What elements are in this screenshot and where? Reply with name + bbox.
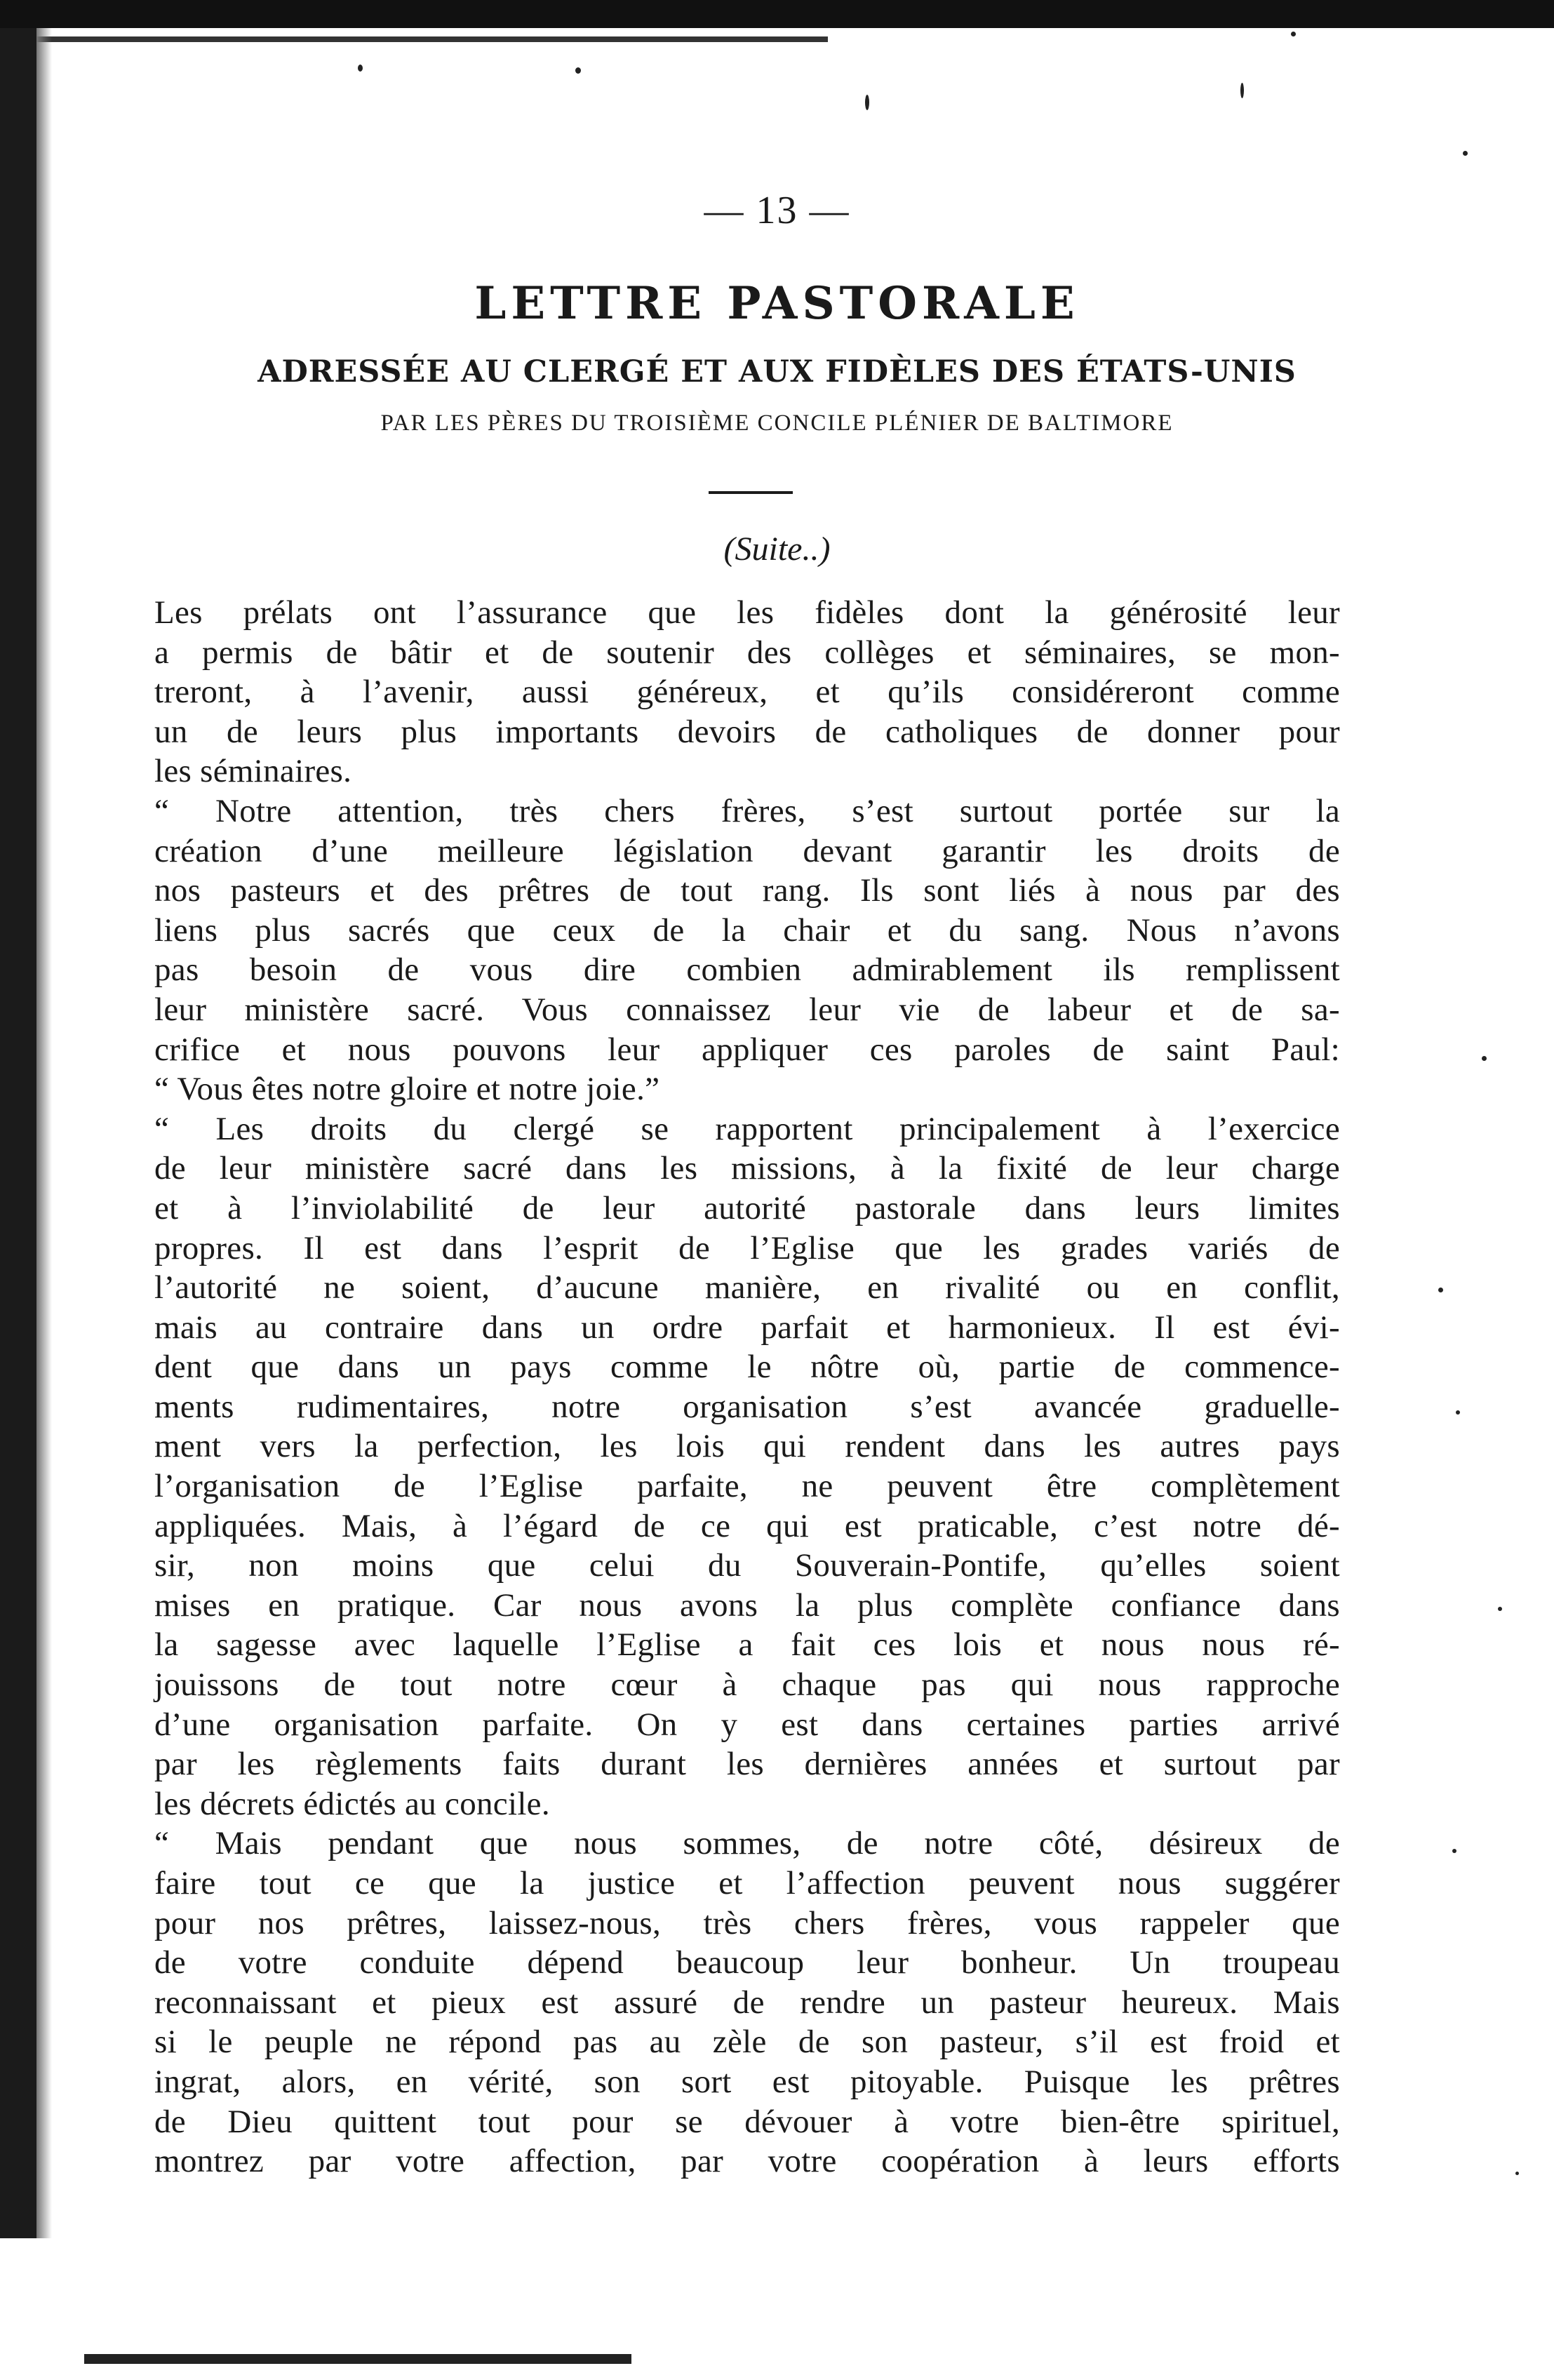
page-number: — 13 —	[704, 189, 850, 232]
text-line: les décrets édictés au concile.	[154, 1785, 550, 1822]
print-speck	[1456, 1410, 1460, 1415]
text-line: liens plus sacrés que ceux de la chair et du sang. Nous n’avons	[154, 911, 1340, 949]
print-speck	[1482, 1056, 1487, 1061]
print-speck	[1240, 83, 1244, 98]
print-speck	[1452, 1849, 1456, 1853]
continuation-marker	[0, 530, 1554, 568]
text-line: leur ministère sacré. Vous connaissez leur vie de labeur et de sa-	[154, 991, 1340, 1028]
print-speck	[358, 65, 363, 72]
text-line: et à l’inviolabilité de leur autorité pastorale dans leurs limites	[154, 1189, 1340, 1226]
print-speck	[1291, 32, 1296, 36]
text-line: “ Mais pendant que nous sommes, de notre côté, désireux de	[154, 1825, 1340, 1862]
print-speck	[575, 67, 581, 74]
text-line: un de leurs plus importants devoirs de catholiques de donner pour	[154, 713, 1340, 750]
text-line: ingrat, alors, en vérité, son sort est pitoyable. Puisque les prêtres	[154, 2063, 1340, 2100]
continuation-text: (Suite..)	[723, 530, 831, 568]
text-line: par les règlements faits durant les dernières années et surtout par	[154, 1746, 1340, 1783]
text-line: treront, à l’avenir, aussi généreux, et qu’ils considéreront comme	[154, 674, 1340, 711]
text-line: création d’une meilleure législation devant garantir les droits de	[154, 832, 1340, 869]
text-line: de leur ministère sacré dans les missions, à la fixité de leur charge	[154, 1150, 1340, 1187]
body-text	[154, 593, 1340, 2181]
text-line: dent que dans un pays comme le nôtre où, partie de commence-	[154, 1349, 1340, 1386]
bottom-border-rule	[84, 2354, 631, 2364]
text-line: Les prélats ont l’assurance que les fidèles dont la générosité leur	[154, 594, 1340, 631]
text-line: d’une organisation parfaite. On y est dans certaines parties arrivé	[154, 1706, 1340, 1743]
text-line: sir, non moins que celui du Souverain-Pontife, qu’elles soient	[154, 1547, 1340, 1584]
top-border-rule	[0, 0, 1554, 28]
text-line: la sagesse avec laquelle l’Eglise a fait ces lois et nous nous ré-	[154, 1626, 1340, 1664]
text-line: crifice et nous pouvons leur appliquer ces paroles de saint Paul:	[154, 1031, 1340, 1068]
text-line: les séminaires.	[154, 753, 352, 790]
text-line: jouissons de tout notre cœur à chaque pas qui nous rapproche	[154, 1666, 1340, 1704]
text-line: de Dieu quittent tout pour se dévouer à votre bien-être spirituel,	[154, 2103, 1340, 2140]
text-line: appliquées. Mais, à l’égard de ce qui est praticable, c’est notre dé-	[154, 1507, 1340, 1544]
text-line: montrez par votre affection, par votre coopération à leurs efforts	[154, 2143, 1340, 2180]
text-line: “ Notre attention, très chers frères, s’est surtout portée sur la	[154, 792, 1340, 829]
text-line: propres. Il est dans l’esprit de l’Eglise que les grades variés de	[154, 1229, 1340, 1266]
text-line: faire tout ce que la justice et l’affection peuvent nous suggérer	[154, 1865, 1340, 1901]
text-line: “ Les droits du clergé se rapportent principalement à l’exercice	[154, 1110, 1340, 1147]
text-line: ment vers la perfection, les lois qui rendent dans les autres pays	[154, 1428, 1340, 1465]
document-subtitle: ADRESSÉE AU CLERGÉ ET AUX FIDÈLES DES ÉTATS-UNIS	[257, 354, 1297, 389]
text-line: reconnaissant et pieux est assuré de rendre un pasteur heureux. Mais	[154, 1984, 1340, 2021]
text-line: pour nos prêtres, laissez-nous, très chers frères, vous rappeler que	[154, 1904, 1340, 1941]
text-line: ments rudimentaires, notre organisation s’est avancée graduelle-	[154, 1388, 1340, 1425]
text-line: de votre conduite dépend beaucoup leur bonheur. Un troupeau	[154, 1944, 1340, 1981]
document-title: LETTRE PASTORALE	[474, 277, 1080, 330]
section-divider	[709, 491, 793, 494]
text-line: mises en pratique. Car nous avons la plus complète confiance dans	[154, 1586, 1340, 1624]
text-line: nos pasteurs et des prêtres de tout rang. Ils sont liés à nous par des	[154, 872, 1340, 909]
text-line: pas besoin de vous dire combien admirablement ils remplissent	[154, 951, 1340, 989]
top-secondary-rule	[0, 36, 828, 42]
print-speck	[1438, 1288, 1443, 1292]
document-byline: PAR LES PÈRES DU TROISIÈME CONCILE PLÉNIER DE BALTIMORE	[380, 410, 1174, 436]
print-speck	[865, 95, 869, 110]
text-line: l’organisation de l’Eglise parfaite, ne peuvent être complètement	[154, 1468, 1340, 1505]
print-speck	[1463, 151, 1468, 156]
text-line: a permis de bâtir et de soutenir des collèges et séminaires, se mon-	[154, 634, 1340, 671]
text-line: l’autorité ne soient, d’aucune manière, en rivalité ou en conflit,	[154, 1269, 1340, 1306]
text-line: “ Vous êtes notre gloire et notre joie.”	[154, 1071, 660, 1108]
text-line: mais au contraire dans un ordre parfait et harmonieux. Il est évi-	[154, 1309, 1340, 1346]
print-speck	[1515, 2172, 1519, 2175]
print-speck	[1498, 1607, 1502, 1611]
text-line: si le peuple ne répond pas au zèle de son pasteur, s’il est froid et	[154, 2024, 1340, 2061]
